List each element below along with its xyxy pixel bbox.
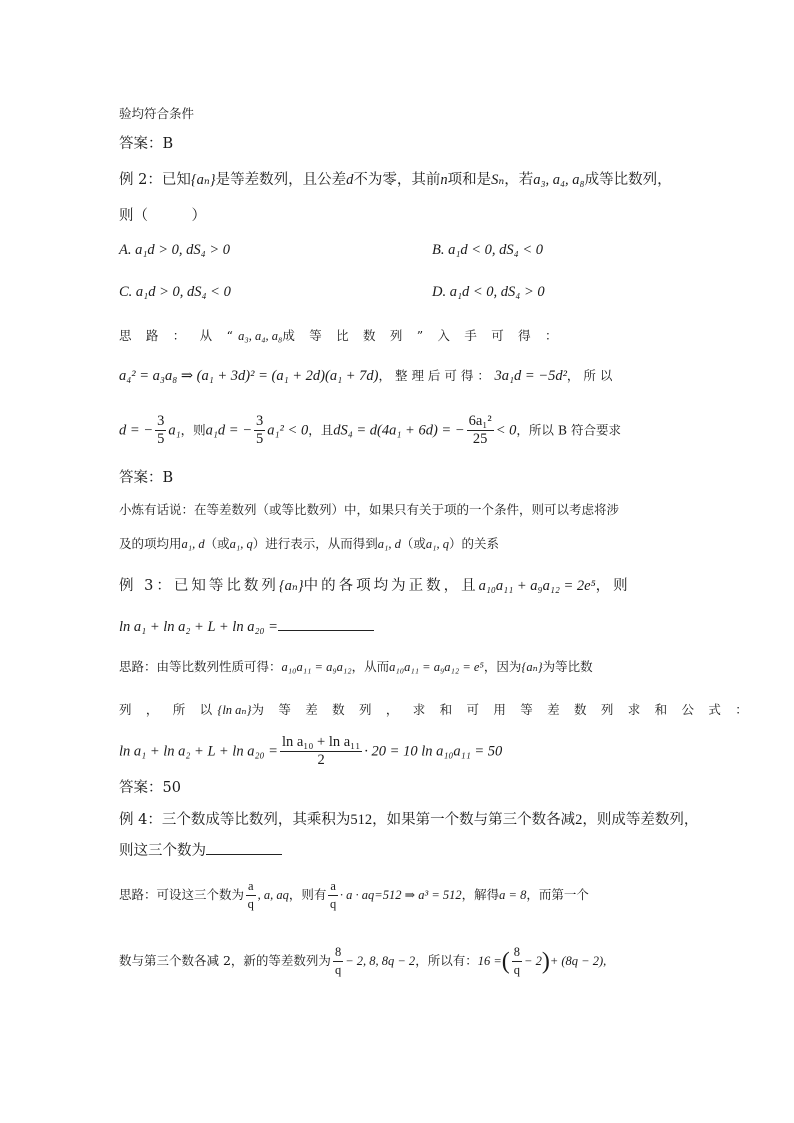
fraction: $\frac{8}{q}$ <box>334 945 342 977</box>
option-d[interactable]: D. a₁d < 0, dS₄ > 0 <box>432 284 545 300</box>
note-line-2: 及的项均用a₁, d（或a₁, q）进行表示，从而得到a₁, d（或a₁, q）的关系 <box>119 536 500 551</box>
fraction: $\frac{a}{q}$ <box>330 879 337 911</box>
answer-blank[interactable] <box>278 616 374 631</box>
fraction: $\frac{\text{6a₁²}}{25}$ <box>468 413 492 447</box>
example-4-question-tail: 则这三个数为 <box>119 840 282 861</box>
option-c[interactable]: C. a₁d > 0, dS₄ < 0 <box>119 284 231 300</box>
answer-blank[interactable] <box>206 840 282 855</box>
solution-2-line-1: 思 路 ： 从 “a₃, a₄, a₈成 等 比 数 列 ” 入 手 可 得 ： <box>119 328 563 343</box>
answer-line: 答案：B <box>119 136 174 152</box>
solution-4-line-2: 数与第三个数各减 2，新的等差数列为 $\frac{8}{q}$ − 2, 8, 8q − 2，所以有：16 =( $\frac{8}{q}$ − 2)+ (8q − 2), <box>119 945 607 977</box>
solution-2-line-3: d = − $\frac{3}{5}$ a₁，则a₁d = − $\frac{3}{5}$ a₁² < 0，且dS₄ = d(4a₁ + 6d) = − $\frac{\text{6a₁²}}{25}$ < 0，所以 B 符合要求 <box>119 413 622 447</box>
option-a[interactable]: A. a₁d > 0, dS₄ > 0 <box>119 242 231 258</box>
fraction: $\frac{8}{q}$ <box>513 945 521 977</box>
text-line: 验均符合条件 <box>119 106 195 121</box>
answer-line: 答案：50 <box>119 780 181 796</box>
example-4-statement: 例 4：三个数成等比数列，其乘积为512，如果第一个数与第三个数各减2，则成等差数列， <box>119 812 699 828</box>
solution-2-line-2: a₄² = a₃a₈ ⇒ (a₁ + 3d)² = (a₁ + 2d)(a₁ + 7d)， 整 理 后 可 得 ： 3a₁d = −5d²， 所 以 <box>119 368 613 384</box>
option-b[interactable]: B. a₁d < 0, dS₄ < 0 <box>432 242 544 258</box>
example-3-sum: ln a₁ + ln a₂ + L + ln a₂₀ = <box>119 616 374 637</box>
solution-3-line-1: 思路：由等比数列性质可得：a₁₀a₁₁ = a₉a₁₂，从而a₁₀a₁₁ = a₉a₁₂ = e⁵，因为{aₙ}为等比数 <box>119 659 593 674</box>
note-line-1: 小炼有话说：在等差数列（或等比数列）中，如果只有关于项的一个条件，则可以考虑将涉 <box>119 502 620 517</box>
solution-3-line-2: 列 ， 所 以{ln aₙ}为 等 差 数 列 ， 求 和 可 用 等 差 数 列 求 和 公 式 ： <box>119 702 753 717</box>
fraction: $\frac{a}{q}$ <box>247 879 254 911</box>
fraction: $\frac{\text{ln a₁₀ + ln a₁₁}}{2}$ <box>281 734 361 768</box>
answer-line: 答案：B <box>119 470 174 486</box>
fraction: $\frac{3}{5}$ <box>157 413 165 447</box>
example-2-statement: 例 2：已知{aₙ}是等差数列，且公差d不为零，其前n项和是Sₙ，若a₃, a₄, a₈成等比数列， <box>119 172 672 188</box>
solution-4-line-1: 思路：可设这三个数为 $\frac{a}{q}$ , a, aq，则有 $\frac{a}{q}$ · a · aq=512 ⇒ a³ = 512，解得a = 8，而第一个 <box>119 879 589 911</box>
example-3-statement: 例 3：已知等比数列{aₙ}中的各项均为正数，且a₁₀a₁₁ + a₉a₁₂ = 2e⁵，则 <box>119 578 631 594</box>
solution-3-line-3: ln a₁ + ln a₂ + L + ln a₂₀ = $\frac{\text{ln a₁₀ + ln a₁₁}}{2}$ · 20 = 10 ln a₁₀a₁₁ = 50 <box>119 734 503 768</box>
example-2-question-tail: 则（ ） <box>119 208 206 224</box>
fraction: $\frac{3}{5}$ <box>256 413 264 447</box>
